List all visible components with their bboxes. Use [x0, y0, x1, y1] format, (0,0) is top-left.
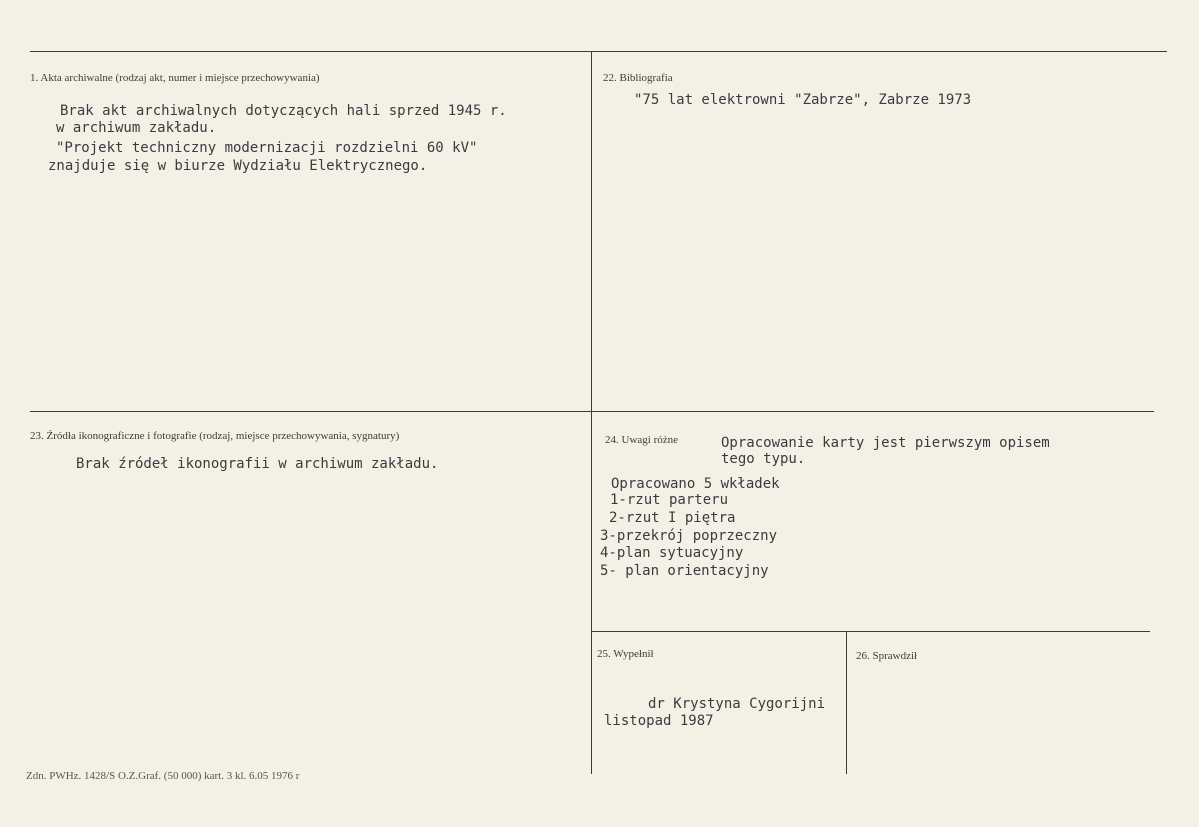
field-1-line-3: "Projekt techniczny modernizacji rozdzielni 60 kV"	[56, 140, 478, 156]
field-24-line-6: 3-przekrój poprzeczny	[600, 528, 778, 544]
field-24-line-8: 5- plan orientacyjny	[600, 563, 769, 579]
field-24-line-5: 2-rzut I piętra	[609, 510, 736, 526]
center-divider	[591, 51, 592, 774]
field-1-line-2: w archiwum zakładu.	[56, 120, 217, 136]
field-24-line-7: 4-plan sytuacyjny	[600, 545, 744, 561]
print-imprint: Zdn. PWHz. 1428/S O.Z.Graf. (50 000) kart. 3 kl. 6.05 1976 r	[26, 770, 300, 782]
top-rule	[30, 51, 1167, 52]
signature-rule	[592, 631, 1150, 632]
signature-divider	[846, 631, 847, 774]
field-23-label: 23. Źródła ikonograficzne i fotografie (rodzaj, miejsce przechowywania, sygnatury)	[30, 430, 400, 442]
field-1-line-1: Brak akt archiwalnych dotyczących hali sprzed 1945 r.	[60, 103, 507, 119]
field-24-line-2: tego typu.	[721, 451, 806, 467]
field-24-label: 24. Uwagi różne	[605, 434, 679, 446]
field-22-label: 22. Bibliografia	[603, 72, 673, 84]
field-25-line-2: listopad 1987	[604, 713, 714, 729]
field-25-line-1: dr Krystyna Cygorijni	[648, 696, 826, 712]
field-26-label: 26. Sprawdził	[856, 650, 918, 662]
field-24-line-1: Opracowanie karty jest pierwszym opisem	[721, 435, 1050, 451]
field-24-line-4: 1-rzut parteru	[610, 492, 729, 508]
field-23-line-1: Brak źródeł ikonografii w archiwum zakładu.	[76, 456, 439, 472]
field-24-line-3: Opracowano 5 wkładek	[611, 476, 780, 492]
field-1-label: 1. Akta archiwalne (rodzaj akt, numer i miejsce przechowywania)	[30, 72, 320, 84]
field-25-label: 25. Wypełnił	[597, 648, 654, 660]
field-22-line-1: "75 lat elektrowni "Zabrze", Zabrze 1973	[634, 92, 972, 108]
middle-rule	[30, 411, 1154, 412]
field-1-line-4: znajduje się w biurze Wydziału Elektrycznego.	[48, 158, 428, 174]
